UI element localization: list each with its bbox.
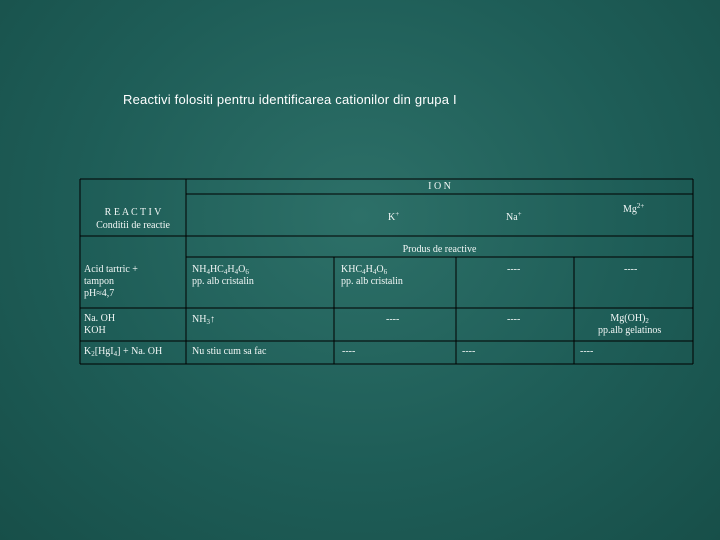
row1-reagent-line: tampon [84,276,114,287]
row1-k-formula: $KHC_4H_4O_6$ [341,264,388,276]
row2-reagent-line: KOH [84,325,106,336]
row1-k [341,264,403,288]
row1-na: ---- [507,264,521,275]
row3-reagent: $K_2[HgI_4] + Na$. OH [84,346,163,358]
produs-header: Produs de reactive [402,244,477,255]
conditii-header: Conditii de reactie [96,220,170,231]
page-title: Reactivi folositi pentru identificarea cationilor din grupa I [123,92,457,107]
row3-mg: ---- [580,346,594,357]
row1-condition-formula: $NH_4HC_4H_4O_6$ [192,264,249,276]
row1-reagent-line: pH≈4,7 [84,288,115,299]
row2-na: ---- [507,314,521,325]
ion-k-charge: + [395,210,400,218]
row3-condition: Nu stiu cum sa fac [192,346,267,357]
row2-k: ---- [386,314,400,325]
reactiv-header: R E A C T I V [104,207,162,218]
ion-mg-header [623,204,644,216]
row2-reagent-line: Na. OH [84,313,116,324]
row1-k-note: pp. alb cristalin [341,276,403,287]
ion-na-symbol: Na [506,212,518,223]
row3-k: ---- [342,346,356,357]
row1-reagent-line: Acid tartric + [84,264,138,275]
row3-na: ---- [462,346,476,357]
row1-condition [192,264,254,288]
row2-reagent [84,313,115,337]
ion-header: I O N [428,181,451,192]
ion-mg-charge: 2+ [636,202,645,210]
row2-mg-formula: $Mg(OH)_2$ [610,313,649,325]
ion-na-charge: + [517,210,522,218]
row1-condition-note: pp. alb cristalin [192,276,254,287]
row2-condition: $NH_3↑$ [192,314,215,326]
row1-reagent [84,264,138,300]
row2-mg [598,313,661,337]
ion-k-header [388,212,399,224]
ion-na-header [506,212,522,224]
ion-k-symbol: K [388,212,396,223]
row1-mg: ---- [624,264,638,275]
row2-mg-note: pp.alb gelatinos [598,325,662,336]
ion-mg-symbol: Mg [623,204,637,215]
